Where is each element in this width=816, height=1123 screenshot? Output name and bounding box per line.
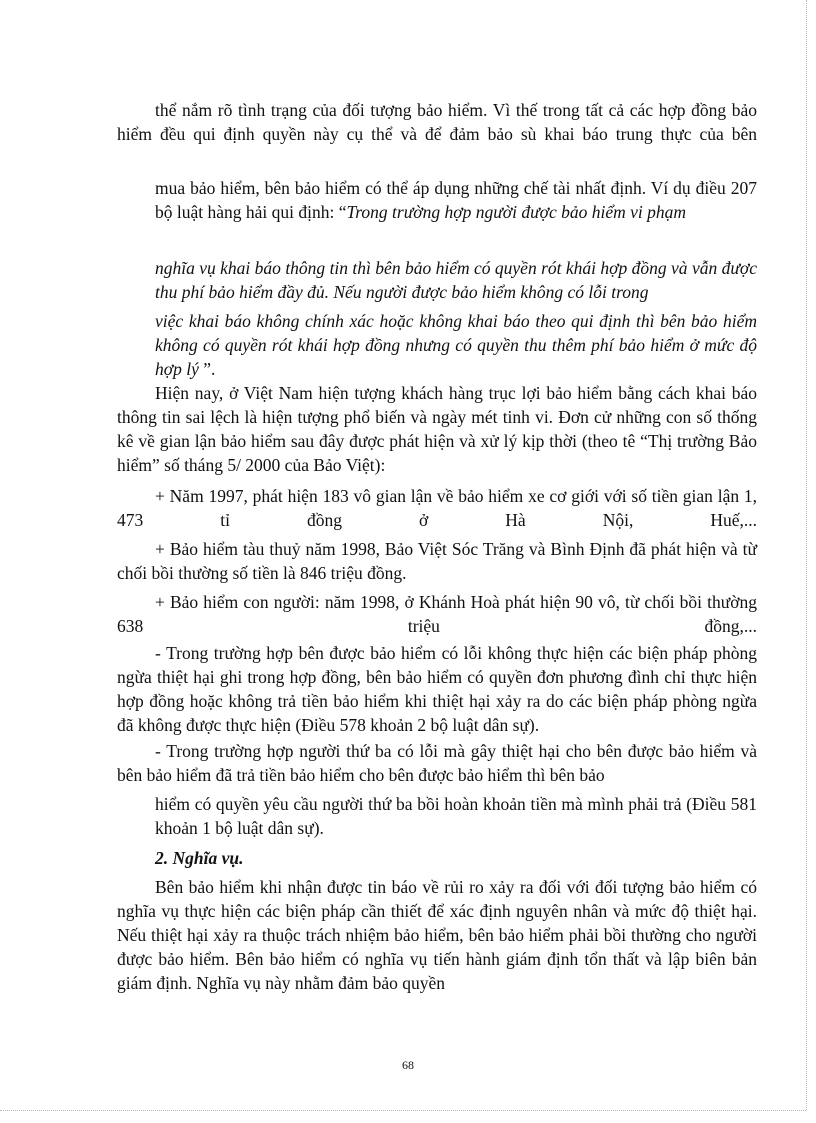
- paragraph-9: - Trong trường hợp bên được bảo hiểm có lỗi không thực hiện các biện pháp phòng ngừa thiệt hại ghi trong hợp đồng, bên bảo hiểm có quyền đơn phương đình chỉ thực hiện hợp đồng hoặc không trả tiền bảo hiểm khi thiệt hại xảy ra do các biện pháp phòng ngừa đã không được thực hiện (Điều 578 khoản 2 bộ luật dân sự).: [117, 643, 757, 735]
- paragraph-6: + Năm 1997, phát hiện 183 vô gian lận về bảo hiểm xe cơ giới với số tiền gian lận 1, 473 tỉ đồng ở Hà Nội, Huế,...: [117, 486, 757, 530]
- page-border-bottom: [0, 1110, 806, 1111]
- page-number: 68: [402, 1058, 414, 1072]
- paragraph-4: [155, 309, 757, 381]
- paragraph-5: Hiện nay, ở Việt Nam hiện tượng khách hàng trục lợi bảo hiểm bằng cách khai báo thông tin sai lệch là hiện tượng phổ biến và ngày mét tinh vi. Đơn cử những con số thống kê về gian lận bảo hiểm sau đây được phát hiện và xử lý kịp thời (theo tê “Thị trường Bảo hiểm” số tháng 5/ 2000 của Bảo Việt):: [117, 383, 757, 475]
- paragraph-4-quote: việc khai báo không chính xác hoặc không khai báo theo qui định thì bên bảo hiểm không có quyền rót khái hợp đồng nhưng có quyền thu thêm phí bảo hiểm ở mức độ hợp lý: [155, 311, 757, 379]
- paragraph-7: + Bảo hiểm tàu thuỷ năm 1998, Bảo Việt Sóc Trăng và Bình Định đã phát hiện và từ chối bồi thường số tiền là 846 triệu đồng.: [117, 539, 757, 583]
- paragraph-1: thể nắm rõ tình trạng của đối tượng bảo hiểm. Vì thế trong tất cả các hợp đồng bảo hiểm đều qui định quyền này cụ thể và để đảm bảo sù khai báo trung thực của bên: [117, 100, 757, 144]
- paragraph-12: Bên bảo hiểm khi nhận được tin báo về rủi ro xảy ra đối với đối tượng bảo hiểm có nghĩa vụ thực hiện các biện pháp cần thiết để xác định nguyên nhân và mức độ thiệt hại. Nếu thiệt hại xảy ra thuộc trách nhiệm bảo hiểm, bên bảo hiểm phải bồi thường cho người được bảo hiểm. Bên bảo hiểm có nghĩa vụ tiến hành giám định tổn thất và lập biên bản giám định. Nghĩa vụ này nhằm đảm bảo quyền: [117, 877, 757, 993]
- paragraph-4-close: ”.: [198, 359, 216, 379]
- paragraph-2-quote: Trong trường hợp người được bảo hiểm vi phạm: [346, 202, 687, 222]
- paragraph-3: nghĩa vụ khai báo thông tin thì bên bảo hiểm có quyền rót khái hợp đồng và vẫn được thu phí bảo hiểm đầy đủ. Nếu người được bảo hiểm không có lỗi trong: [155, 258, 757, 302]
- paragraph-2-text: mua bảo hiểm, bên bảo hiểm có thể áp dụng những chế tài nhất định. Ví dụ điều 207 bộ luật hàng hải qui định: “: [155, 178, 757, 222]
- paragraph-11: hiểm có quyền yêu cầu người thứ ba bồi hoàn khoản tiền mà mình phải trả (Điều 581 khoản 1 bộ luật dân sự).: [155, 794, 757, 838]
- page-border-right: [806, 0, 807, 1110]
- paragraph-10: - Trong trường hợp người thứ ba có lỗi mà gây thiệt hại cho bên được bảo hiểm và bên bảo hiểm đã trả tiền bảo hiểm cho bên được bảo hiểm thì bên bảo: [117, 741, 757, 785]
- paragraph-8: + Bảo hiểm con người: năm 1998, ở Khánh Hoà phát hiện 90 vô, từ chối bồi thường 638 triệu đồng,...: [117, 592, 757, 636]
- section-heading: 2. Nghĩa vụ.: [155, 848, 244, 868]
- paragraph-2: [155, 176, 757, 224]
